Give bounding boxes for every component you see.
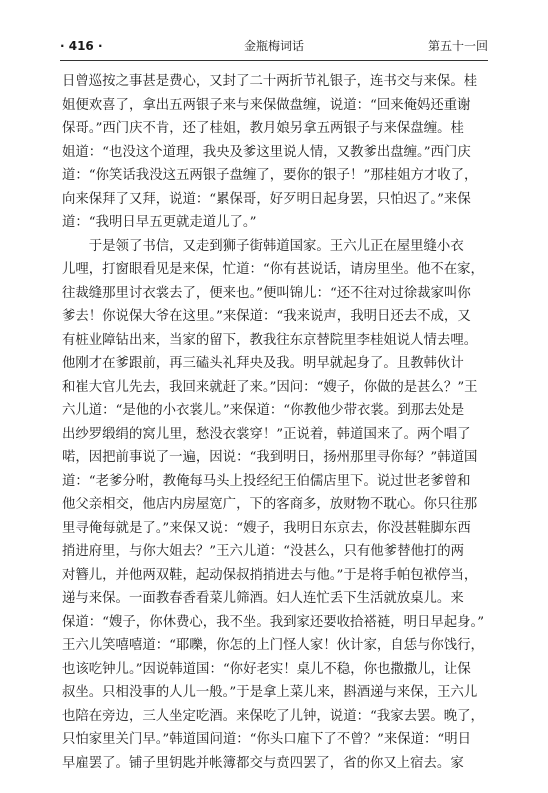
text-line: 日曾巡按之事甚是费心，又封了二十两折节礼银子，连书交与来保。桂 (62, 74, 478, 89)
text-line: 道：“我明日早五更就走道儿了。” (62, 215, 257, 230)
text-line: 递与来保。一面教春香看菜儿筛酒。妇人连忙丢下生活就放桌儿。来 (62, 591, 464, 606)
text-line: 只怕家里关门早。”韩道国问道：“你头口雇下了不曾？”来保道：“明日 (62, 732, 472, 747)
text-line: 道：“老爹分咐，教俺每马头上投经纪王伯儒店里下。说过世老爹曾和 (62, 473, 471, 489)
text-line: 保道：“嫂子，你休费心，我不坐。我到家还要收拾褡裢，明日早起身。” (62, 614, 485, 630)
text-line: 保哥。”西门庆不肯，还了桂姐，教月娘另拿五两银子与来保盘缠。桂 (62, 121, 464, 136)
text-line: 王六儿笑嘻嘻道：“耶嚛，你怎的上门怪人家！伙计家，自恁与你饯行， (62, 638, 484, 653)
page-number: · 416 · (60, 39, 103, 53)
text-line: 也陪在旁边，三人坐定吃酒。来保吃了儿钟，说道：“我家去罢。晚了， (62, 708, 484, 724)
text-line: 六儿道：“是他的小衣裳儿。”来保道：“你教他少带衣裳。到那去处是 (62, 403, 465, 418)
text-line: 也该吃钟儿。”因说韩道国：“你好老实！桌儿不稳，你也撒撒儿，让保 (62, 661, 471, 677)
text-line: 捎进府里，与你大姐去？”王六儿道：“没甚么，只有他爹替他打的两 (62, 544, 465, 559)
text-line: 对簪儿，并他两双鞋，起动保叔捎捎进去与他。”于是将手帕包袱停当， (62, 567, 478, 583)
page-header (60, 38, 488, 61)
text-line: 他刚才在爹跟前，再三磕头礼拜央及我。明早就起身了。且教韩伙计 (62, 356, 464, 371)
text-line: 于是领了书信，又走到狮子街韩道国家。王六儿正在屋里缝小衣 (62, 238, 464, 254)
text-line: 往裁缝那里讨衣裳去了，便来也。”便叫锦儿：“还不往对过徐裁家叫你 (62, 285, 471, 301)
chapter-title: 第五十一回 (427, 39, 488, 53)
text-line: 里寻俺每就是了。”来保又说：“嫂子，我明日东京去，你没甚鞋脚东西 (62, 520, 471, 536)
text-line: 儿哩，打窗眼看见是来保，忙道：“你有甚说话，请房里坐。他不在家， (62, 262, 484, 277)
text-line: 出纱罗缎绢的窝儿里，愁没衣裳穿！”正说着，韩道国来了。两个唱了 (62, 426, 471, 442)
text-line: 姐便欢喜了，拿出五两银子来与来保做盘缠，说道：“回来俺妈还重谢 (62, 97, 471, 113)
book-title: 金瓶梅词话 (243, 39, 304, 53)
text-line: 道：“你笑话我没这五两银子盘缠了，要你的银子！”那桂姐方才收了， (62, 168, 478, 183)
text-line: 向来保拜了又拜，说道：“累保哥，好歹明日起身罢，只怕迟了。”来保 (62, 191, 471, 207)
text-line: 姐道：“也没这个道理，我央及爹这里说人情，又教爹出盘缠。”西门庆 (62, 144, 471, 160)
text-line: 和崔大官儿先去，我回来就赶了来。”因问：“嫂子，你做的是甚么？”王 (62, 379, 478, 395)
text-line: 早雇罢了。铺子里钥匙并帐簿都交与贲四罢了，省的你又上宿去。家 (62, 755, 464, 771)
text-line: 叔坐。只相没事的人儿一般。”于是拿上菜儿来，斟酒递与来保，王六儿 (62, 685, 478, 700)
text-line: 爹去！你说保大爷在这里。”来保道：“我来说声，我明日还去不成，又 (62, 309, 471, 324)
body-text (62, 70, 488, 775)
text-line: 有桩业障钻出来，当家的留下，教我往东京替院里李桂姐说人情去哩。 (62, 332, 478, 348)
text-line: 他父亲相交，他店内房屋宽广，下的客商多，放财物不耽心。你只往那 (62, 497, 478, 512)
text-line: 喏，因把前事说了一遍，因说：“我到明日，扬州那里寻你每？”韩道国 (62, 450, 478, 465)
